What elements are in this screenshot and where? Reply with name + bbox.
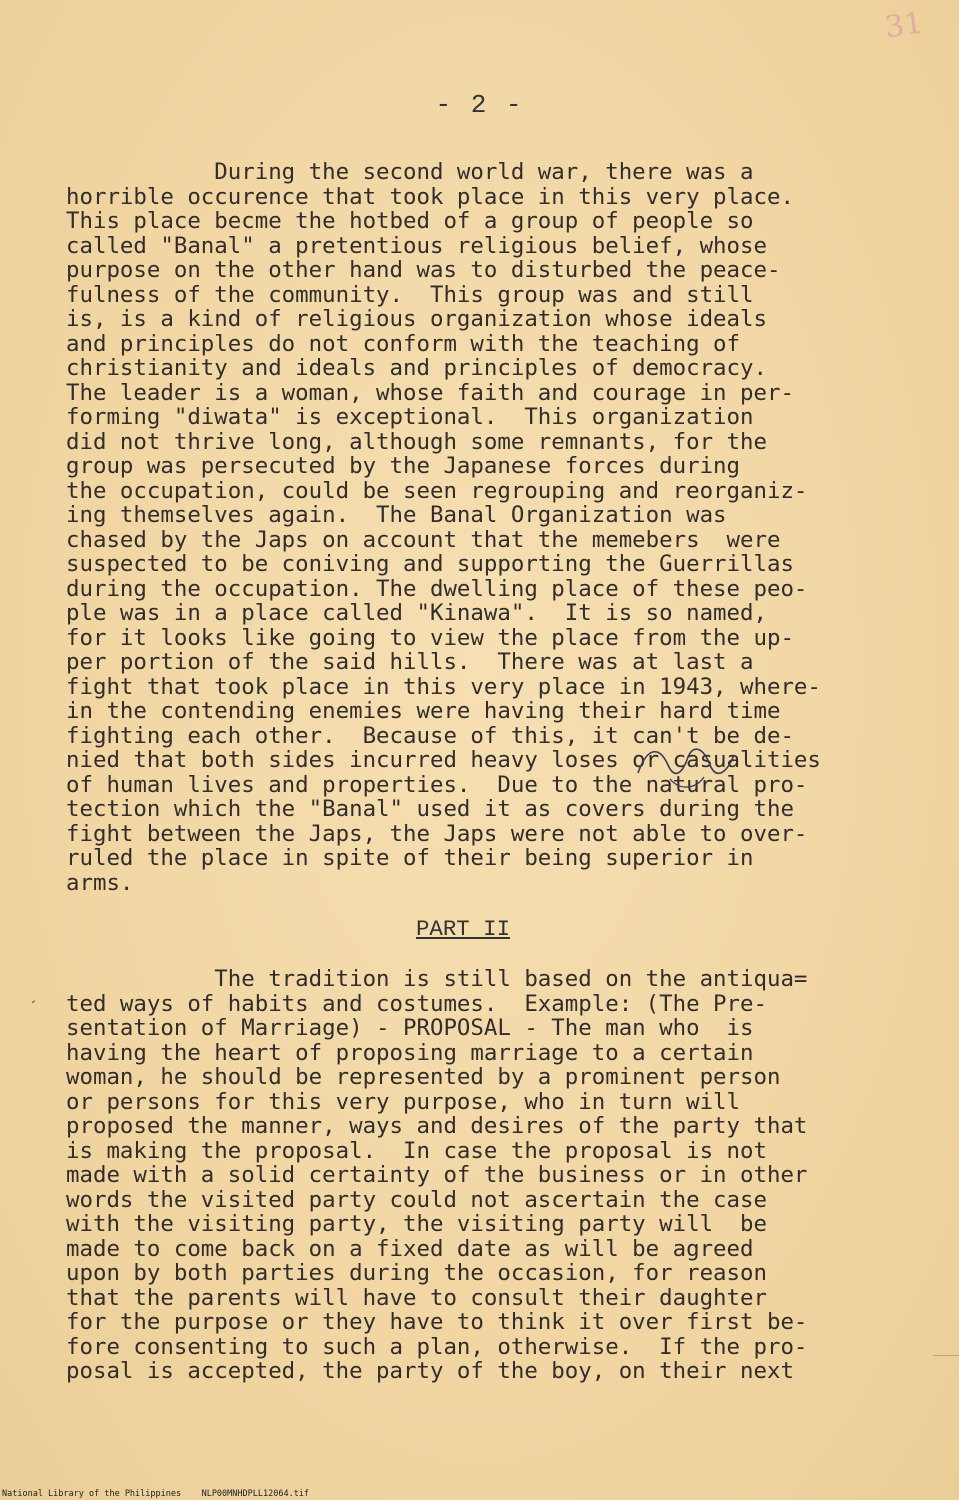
left-margin-mark: ´ [28, 1000, 39, 1020]
page-number: - 2 - [435, 90, 524, 120]
scan-footer-caption: National Library of the Philippines NLP00MNHDPLL12064.tif [2, 1489, 310, 1499]
margin-stroke [933, 1355, 959, 1356]
paragraph-1: During the second world war, there was a horrible occurence that took place in this very place. This place becme the hotbed of a group of people so called "Banal" a pretentious religious belief, whose purpose on the other hand was to disturbed the peace- fulness of the community. This group was and still is, is a kind of religious organization whose ideals and principles do not conform with the teaching of christianity and ideals and principles of democracy. The leader is a woman, whose faith and courage in per- forming "diwata" is exceptional. This organization did not thrive long, although some remnants, for the group was persecuted by the Japanese forces during the occupation, could be seen regrouping and reorganiz- ing themselves again. The Banal Organization was chased by the Japs on account that the memebers were suspected to be coniving and supporting the Guerrillas during the occupation. The dwelling place of these peo- ple was in a place called "Kinawa". It is so named, for it looks like going to view the place from the up- per portion of the said hills. There was at last a fight that took place in this very place in 1943, where- in the contending enemies were having their hard time fighting each other. Because of this, it can't be de- nied that both sides incurred heavy loses or casualities of human lives and properties. Due to the natural pro- tection which the "Banal" used it as covers during the fight between the Japs, the Japs were not able to over- ruled the place in spite of their being superior in arms. [66, 159, 821, 896]
pen-scribble-mark [630, 735, 740, 795]
corner-page-mark: 31 [882, 5, 926, 46]
part-heading: PART II [415, 916, 511, 942]
paragraph-2: The tradition is still based on the antiqua= ted ways of habits and costumes. Example: (The Pre- sentation of Marriage) - PROPOSAL - The man who is having the heart of proposing marriage to a certain woman, he should be represented by a prominent person or persons for this very purpose, who in turn will proposed the manner, ways and desires of the party that is making the proposal. In case the proposal is not made with a solid certainty of the business or in other words the visited party could not ascertain the case with the visiting party, the visiting party will be made to come back on a fixed date as will be agreed upon by both parties during the occasion, for reason that the parents will have to consult their daughter for the purpose or they have to think it over first be- fore consenting to such a plan, otherwise. If the pro- posal is accepted, the party of the boy, on their next [66, 966, 808, 1384]
